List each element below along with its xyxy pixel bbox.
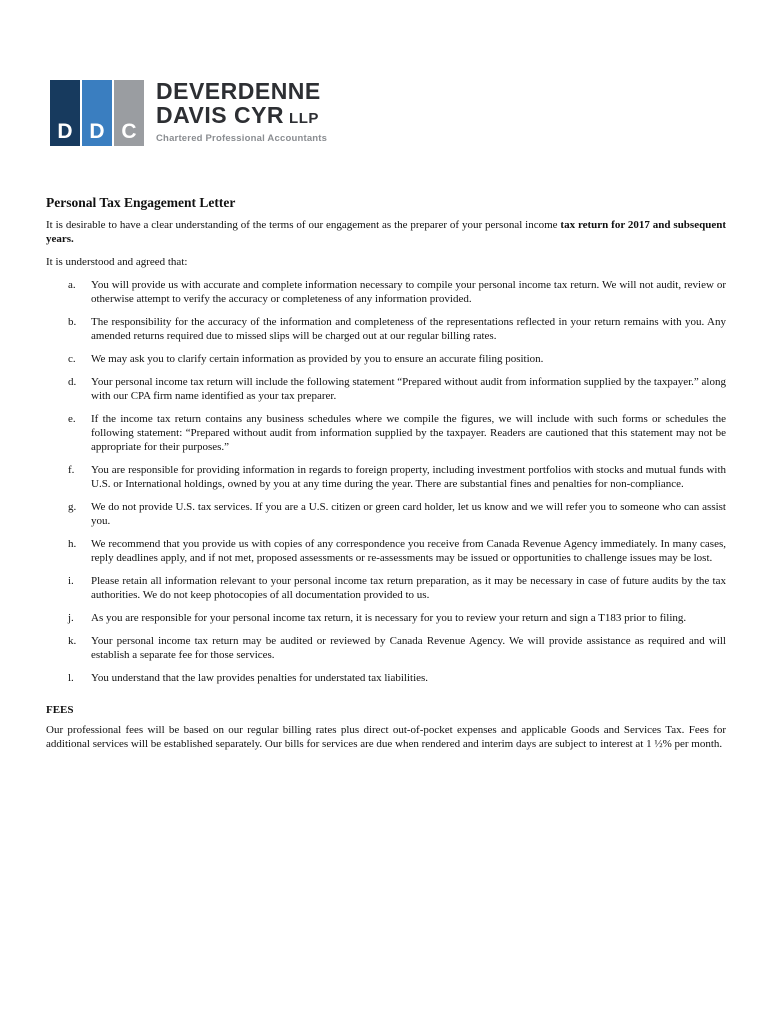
fees-heading: FEES [46,704,74,716]
list-item [46,574,726,602]
logo-letter-2: D [89,120,105,143]
logo-name-davis-cyr: DAVIS CYR [156,102,285,128]
list-item-text: If the income tax return contains any business schedules where we compile the figures, we will include with such forms or schedules the following statement: “Prepared without audit from information supplied by the taxpayer. Readers are cautioned that this statement may not be appropriate for their purposes.” [91,413,726,453]
logo-name-line-1: DEVERDENNE [156,78,321,104]
list-item-marker: d. [68,376,77,388]
list-item-text: Please retain all information relevant to your personal income tax return preparation, as it may be necessary in case of future audits by the tax authorities. We do not keep photocopies of all documentation provided to us. [91,575,726,601]
list-item-marker: b. [68,316,77,328]
list-item [46,463,726,491]
intro-paragraph [46,218,726,246]
list-item [46,634,726,662]
list-item [46,671,726,685]
list-item-marker: k. [68,635,77,647]
letter-body [46,196,726,760]
list-item-marker: f. [68,464,75,476]
terms-list [46,278,726,685]
list-item-text: Your personal income tax return will include the following statement “Prepared without audit from information supplied by the taxpayer.” along with our CPA firm name identified as your tax preparer. [91,376,726,402]
list-item-marker: e. [68,413,76,425]
list-item-marker: g. [68,501,77,513]
list-item-marker: l. [68,672,74,684]
list-item-text: You will provide us with accurate and complete information necessary to compile your personal income tax return. We will not audit, review or otherwise attempt to verify the accuracy or completeness of any information provided. [91,279,726,305]
intro-bold-text: tax return for 2017 and subsequent years. [46,219,726,245]
list-item-marker: c. [68,353,76,365]
list-item-text: You understand that the law provides penalties for understated tax liabilities. [91,672,429,684]
list-item-text: Your personal income tax return may be audited or reviewed by Canada Revenue Agency. We will provide assistance as required and will establish a separate fee for those services. [91,635,726,661]
list-item-marker: j. [68,612,74,624]
list-item-text: We do not provide U.S. tax services. If you are a U.S. citizen or green card holder, let us know and we will refer you to someone who can assist you. [91,501,726,527]
list-item-marker: a. [68,279,76,291]
intro-text: It is desirable to have a clear understanding of the terms of our engagement as the preparer of your personal income [46,219,561,231]
logo-block-blue [82,80,112,146]
list-item-marker: h. [68,538,77,550]
list-item-text: As you are responsible for your personal income tax return, it is necessary for you to review your return and sign a T183 prior to filing. [91,612,687,624]
logo-letter-1: D [57,120,73,143]
company-logo [50,80,350,146]
logo-name-line-2 [156,104,319,127]
list-item [46,315,726,343]
understood-line: It is understood and agreed that: [46,256,188,268]
list-item-text: We recommend that you provide us with copies of any correspondence you receive from Canada Revenue Agency immediately. In many cases, reply deadlines apply, and if not met, proposed assessments or re-assessments may be issued or opportunities to challenge issues may be lost. [91,538,726,564]
logo-letter-3: C [121,120,137,143]
list-item-marker: i. [68,575,74,587]
list-item [46,278,726,306]
list-item-text: The responsibility for the accuracy of the information and completeness of the representations reflected in your return remains with you. Any amended returns required due to missed slips will be charged out at our regular billing rates. [91,316,726,342]
list-item [46,611,726,625]
list-item-text: You are responsible for providing information in regards to foreign property, including investment portfolios with stocks and mutual funds with U.S. or International holdings, owned by you at any time during the year. There are substantial fines and penalties for non-compliance. [91,464,726,490]
list-item [46,537,726,565]
logo-block-dark-blue [50,80,80,146]
logo-block-gray [114,80,144,146]
logo-tagline: Chartered Professional Accountants [156,133,328,144]
list-item [46,375,726,403]
list-item [46,412,726,454]
logo-llp: LLP [289,110,319,127]
list-item-text: We may ask you to clarify certain information as provided by you to ensure an accurate filing position. [91,353,544,365]
fees-paragraph: Our professional fees will be based on our regular billing rates plus direct out-of-pocket expenses and applicable Goods and Services Tax. Fees for additional services will be established separately. Our bills for services are due when rendered and interim days are subject to interest at 1 ½% per month. [46,724,726,750]
list-item [46,500,726,528]
list-item [46,352,726,366]
letter-title: Personal Tax Engagement Letter [46,195,236,210]
